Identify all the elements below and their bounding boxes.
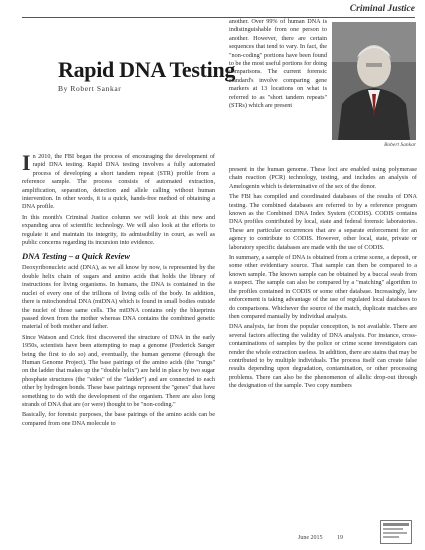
left-column <box>22 153 215 521</box>
intro-paragraph <box>22 153 215 212</box>
intro-text: n 2010, the FBI began the process of encouraging the development of rapid DNA testing. Rapid DNA testing involves a fully automated process of developing a short tandem repeat (STR) profile from a reference sample. The process consists of automated extraction, amplification, separation, detection and allele calling without human intervention. In other words, it is a quick, hands-free method of obtaining a DNA profile. <box>22 153 215 211</box>
right-paragraph-4: DNA analysis, far from the popular conception, is not available. There are several factors affecting the validity of DNA analysis. For instance, cross-contaminations of samples by the police or crime scene investigators can render the whole extraction useless. In addition, there are stains that may be contributed to by multiple individuals. The process itself can create false results depending upon degradation, contamination, or other processing problems. There can also be the phenomenon of allelic drop-out through the designation of the sample. Two copy numbers <box>229 323 417 390</box>
publication-logo-icon <box>380 520 412 544</box>
right-paragraph-1: present in the human genome. These loci are enabled using polymerase chain reaction (PCR) technology, testing, and includes an analysis of Amelogenin which is determinative of the sex of the donor. <box>229 166 417 190</box>
review-paragraph-1: Deoxyribonucleic acid (DNA), as we all know by now, is represented by the double helix chain of sugars and amino acids that holds the library of instructions for living organisms. In humans, the DNA is contained in the nuclei of every one of the trillions of living cells of the body. In addition, there is mitochondrial DNA (mtDNA) which is found in small bodies outside the nuclei of those same cells. The mtDNA contains only the blueprints passed down from the mother whereas DNA contains the combined genetic material of both mother and father. <box>22 264 215 331</box>
author-portrait-image <box>332 22 416 140</box>
article-byline: By Robert Sankar <box>58 84 122 93</box>
author-photo <box>332 22 416 140</box>
right-top-paragraph: another. Over 99% of human DNA is indistinguishable from one person to another. However, there are certain sequences that tend to vary. In fact, the "non-coding" portions have been found to be the most useful portions for doing comparisons. The current forensic standard's involve comparing gene markers at 13 locations on what is referred to as "short tandem repeats" (STRs) which are present <box>229 18 327 110</box>
page-number: 19 <box>337 535 343 541</box>
right-column-top <box>229 18 327 166</box>
intro-paragraph-2: In this month's Criminal Justice column we will look at this new and expanding area of scientific technology. We will also look at the efforts to regulate it and maintain its integrity, its admissibility in court, as well as public concerns regarding its incursion into evidence. <box>22 213 215 247</box>
publication-logo <box>380 520 412 544</box>
review-paragraph-3: Basically, for forensic purposes, the base pairings of the amino acids can be compared from one DNA molecule to <box>22 411 215 427</box>
right-paragraph-2: The FBI has compiled and coordinated databases of the results of DNA testing. The combined databases are referred to by a reference program known as the Combined DNA Index System (CODIS). CODIS contains DNA profiles contributed by local, state and federal forensic laboratories. These are particular occurrences that are a separate enforcement for an agency to contribute to CODIS. However, other local, state, private or laboratory specific databases are made with the use of CODIS. <box>229 193 417 251</box>
section-heading: DNA Testing – a Quick Review <box>22 251 131 262</box>
section-label: Criminal Justice <box>349 4 415 14</box>
drop-cap: I <box>22 153 31 175</box>
issue-date: June 2015 <box>298 535 323 541</box>
review-paragraph-2: Since Watson and Crick first discovered the structure of DNA in the early 1950s, scientists have been attempting to map a genome (Frederick Sanger being the first to do so) and, eventually, the human genome (through the Human Genome Project). The base pairings of the amino acids (the "rungs" on the ladder that makes up the "double helix") are held in place by two sugar phosphate structures (the "sides" of the "ladder") and are connected to each other by hydrogen bonds. These base pairings represent the "genes" that have something to do with the development of the organism. There are also long strands of DNA that are (or were) thought to be "non-coding." <box>22 333 215 408</box>
article-title: Rapid DNA Testing <box>58 57 236 82</box>
right-column <box>229 166 417 524</box>
photo-caption: Robert Sankar <box>384 142 416 148</box>
right-paragraph-3: In summary, a sample of DNA is obtained from a crime scene, a deposit, or some other evidentiary source. That sample can then be compared to a known sample. The known sample can be obtained by a buccal swab from a suspect. The sample can also be compared by a "matching" algorithm to the profiles contained in CODIS or some other database. Increasingly, law enforcement is taking advantage of the use of regulated local databases to do comparisons. Whichever the source of the match, duplicate matches are then compared manually by individual analysts. <box>229 254 417 320</box>
header-rule <box>22 17 415 18</box>
